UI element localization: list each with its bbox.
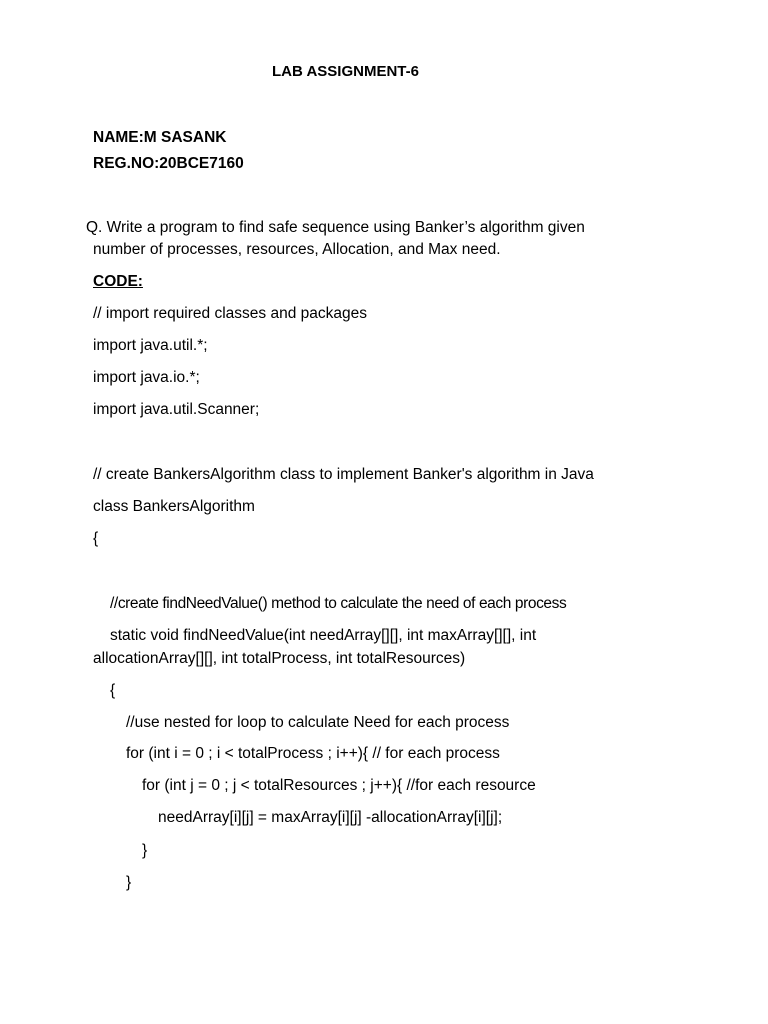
code-line: { xyxy=(93,530,99,547)
code-heading: CODE: xyxy=(93,273,143,290)
code-line: } xyxy=(126,874,132,891)
code-line: { xyxy=(110,682,116,699)
code-line: //use nested for loop to calculate Need for each process xyxy=(126,714,510,731)
code-line: } xyxy=(142,842,148,859)
code-line: needArray[i][j] = maxArray[i][j] -allocationArray[i][j]; xyxy=(158,809,503,826)
code-line: static void findNeedValue(int needArray[][], int maxArray[][], int xyxy=(110,627,537,644)
code-line: import java.util.Scanner; xyxy=(93,401,260,418)
code-line: allocationArray[][], int totalProcess, int totalResources) xyxy=(93,650,466,667)
question-line-1: Q. Write a program to find safe sequence using Banker’s algorithm given xyxy=(86,219,585,236)
code-line: // create BankersAlgorithm class to implement Banker's algorithm in Java xyxy=(93,466,594,483)
code-line: import java.io.*; xyxy=(93,369,200,386)
page-title: LAB ASSIGNMENT-6 xyxy=(272,63,419,80)
student-name: NAME:M SASANK xyxy=(93,129,227,146)
code-line: for (int j = 0 ; j < totalResources ; j++){ //for each resource xyxy=(142,777,536,794)
registration-number: REG.NO:20BCE7160 xyxy=(93,155,244,172)
question-line-2: number of processes, resources, Allocation, and Max need. xyxy=(93,241,501,258)
code-line: for (int i = 0 ; i < totalProcess ; i++){ // for each process xyxy=(126,745,500,762)
code-line: class BankersAlgorithm xyxy=(93,498,255,515)
code-line: // import required classes and packages xyxy=(93,305,367,322)
code-line: import java.util.*; xyxy=(93,337,208,354)
code-line: //create findNeedValue() method to calculate the need of each process xyxy=(110,595,567,612)
